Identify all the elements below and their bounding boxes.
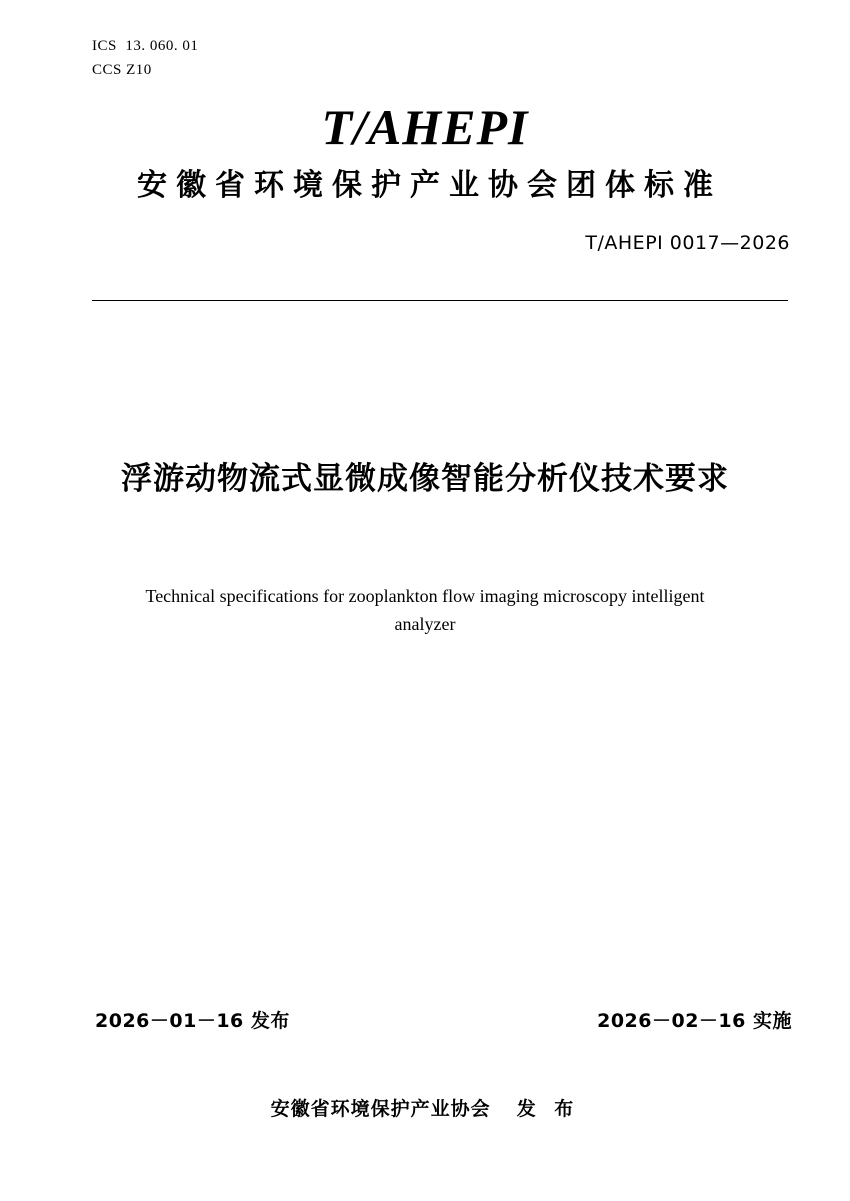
publisher-name: 安徽省环境保护产业协会 [270,1098,491,1120]
ccs-label: CCS [92,62,122,78]
standard-logo: T/AHEPI [321,99,529,155]
classification-codes [92,34,198,82]
ccs-value: Z10 [126,62,152,78]
organization-title: 安徽省环境保护产业协会团体标准 [137,168,722,203]
issue-date: 2026－01－16 发布 [95,1010,290,1032]
ics-code-line [92,34,198,58]
publisher-action: 发 布 [516,1098,580,1120]
publisher-line [0,1094,850,1121]
document-title-english: Technical specifications for zooplankton flow imaging microscopy intelligent analyzer [145,586,705,634]
ics-value: 13. 060. 01 [125,38,199,54]
document-title-chinese: 浮游动物流式显微成像智能分析仪技术要求 [121,461,729,497]
standard-number: T/AHEPI 0017—2026 [585,232,790,254]
implementation-date: 2026－02－16 实施 [597,1010,792,1032]
header-divider [92,300,788,301]
ics-label: ICS [92,38,117,54]
ccs-code-line [92,58,198,82]
